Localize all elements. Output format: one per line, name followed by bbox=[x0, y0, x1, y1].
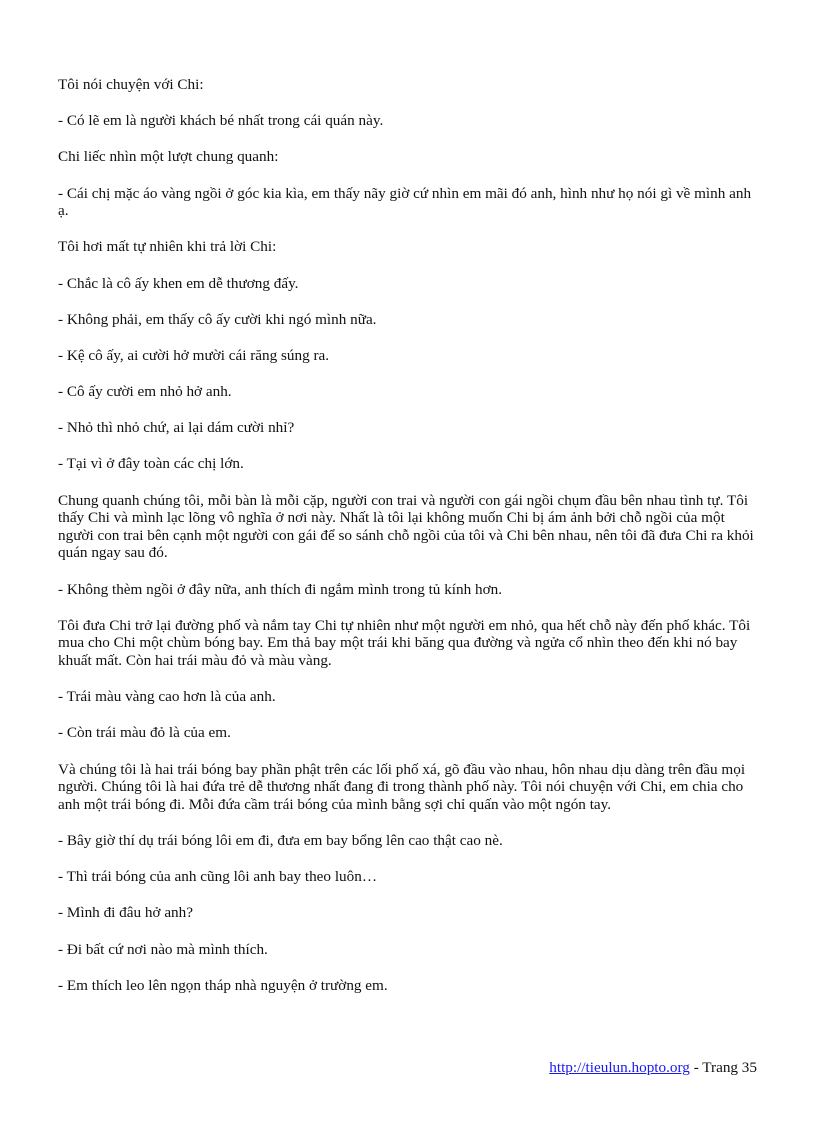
paragraph: Và chúng tôi là hai trái bóng bay phần phật trên các lối phố xá, gõ đầu vào nhau, hôn nhau dịu dàng trên đầu mọi người. Chúng tôi là hai đứa trẻ dễ thương nhất đang đi trong thành phố này. Tôi nói chuyện với Chi, em chia cho anh một trái bóng đi. Mỗi đứa cầm trái bóng của mình bằng sợi chỉ quấn vào một ngón tay. bbox=[58, 760, 746, 813]
paragraph: - Cô ấy cười em nhỏ hở anh. bbox=[58, 383, 232, 401]
paragraph: - Nhỏ thì nhỏ chứ, ai lại dám cười nhỉ? bbox=[58, 419, 295, 437]
page-footer bbox=[549, 1059, 757, 1077]
paragraph: - Bây giờ thí dụ trái bóng lôi em đi, đưa em bay bổng lên cao thật cao nè. bbox=[58, 831, 503, 849]
paragraph: - Thì trái bóng của anh cũng lôi anh bay theo luôn… bbox=[58, 868, 378, 886]
paragraph: Chi liếc nhìn một lượt chung quanh: bbox=[58, 148, 279, 166]
paragraph: - Trái màu vàng cao hơn là của anh. bbox=[58, 688, 276, 706]
paragraph: - Không phải, em thấy cô ấy cười khi ngó mình nữa. bbox=[58, 310, 377, 328]
paragraph: Tôi hơi mất tự nhiên khi trả lời Chi: bbox=[58, 238, 277, 256]
page-number: - Trang 35 bbox=[689, 1059, 757, 1076]
paragraph: - Tại vì ở đây toàn các chị lớn. bbox=[58, 455, 244, 473]
paragraph: - Không thèm ngồi ở đây nữa, anh thích đi ngắm mình trong tủ kính hơn. bbox=[58, 580, 503, 598]
paragraph: - Mình đi đâu hở anh? bbox=[58, 904, 193, 922]
paragraph: - Cái chị mặc áo vàng ngồi ở góc kia kìa, em thấy nãy giờ cứ nhìn em mãi đó anh, hình như họ nói gì về mình anh ạ. bbox=[58, 184, 752, 220]
paragraph: - Còn trái màu đỏ là của em. bbox=[58, 724, 231, 742]
source-link[interactable]: http://tieulun.hopto.org bbox=[549, 1059, 690, 1076]
paragraph: Tôi đưa Chi trở lại đường phố và nắm tay Chi tự nhiên như một người em nhỏ, qua hết chỗ này đến phố khác. Tôi mua cho Chi một chùm bóng bay. Em thả bay một trái khi băng qua đường và ngửa cổ nhìn theo đến khi nó bay khuất mất. Còn hai trái màu đỏ và màu vàng. bbox=[58, 616, 751, 669]
paragraph: - Có lẽ em là người khách bé nhất trong cái quán này. bbox=[58, 112, 384, 130]
paragraph: - Đi bất cứ nơi nào mà mình thích. bbox=[58, 940, 268, 958]
paragraph: - Kệ cô ấy, ai cười hở mười cái răng súng ra. bbox=[58, 346, 330, 364]
page-body bbox=[58, 76, 764, 1013]
paragraph: - Chắc là cô ấy khen em dễ thương đấy. bbox=[58, 274, 299, 292]
paragraph: - Em thích leo lên ngọn tháp nhà nguyện ở trường em. bbox=[58, 976, 388, 994]
paragraph: Tôi nói chuyện với Chi: bbox=[58, 76, 204, 93]
paragraph: Chung quanh chúng tôi, mỗi bàn là mỗi cặp, người con trai và người con gái ngồi chụm đầu bên nhau tình tự. Tôi thấy Chi và mình lạc lõng vô nghĩa ở nơi này. Nhất là tôi lại không muốn Chi bị ám ảnh bởi chỗ ngồi của một người con trai bên cạnh một người con gái để so sánh chỗ ngồi của tôi và Chi bên nhau, nên tôi đã đưa Chi ra khỏi quán ngay sau đó. bbox=[58, 491, 754, 562]
